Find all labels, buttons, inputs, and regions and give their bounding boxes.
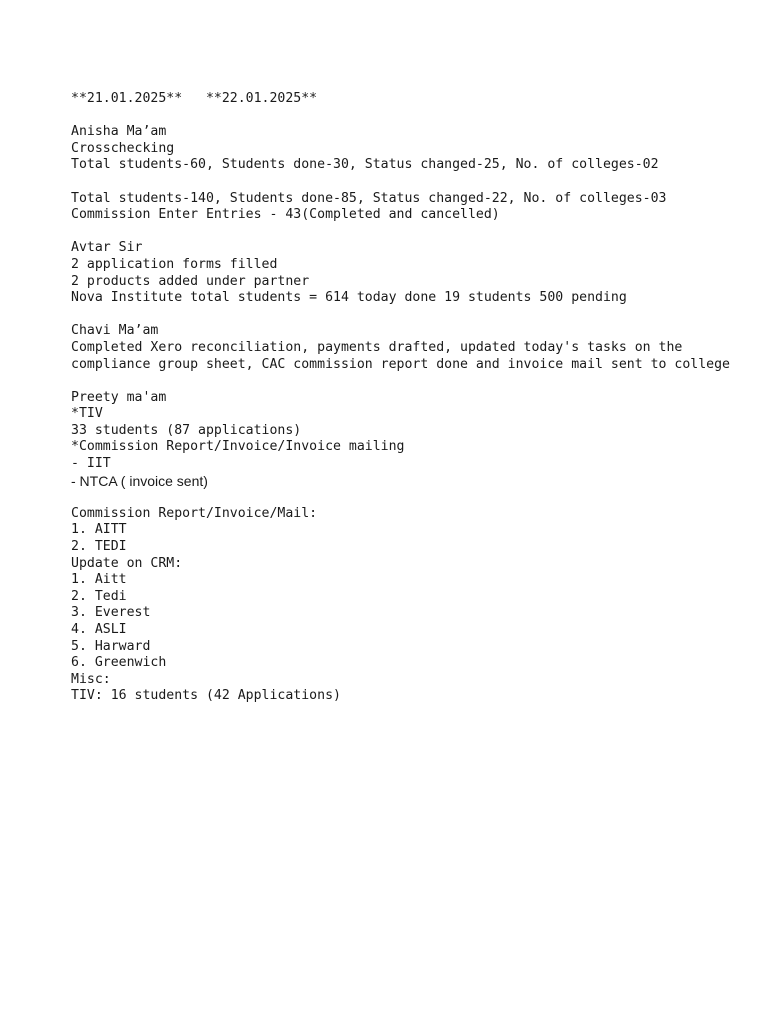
text-line: 2 application forms filled	[71, 256, 278, 272]
text-line: Completed Xero reconciliation, payments drafted, updated today's tasks on the	[71, 339, 683, 355]
text-line: 4. ASLI	[71, 622, 127, 637]
text-line: 33 students (87 applications)	[71, 422, 302, 438]
text-line: 5. Harward	[71, 638, 151, 654]
text-line: TIV: 16 students (42 Applications)	[71, 688, 341, 704]
text-line: Anisha Ma’am	[71, 124, 167, 140]
text-line: Commission Report/Invoice/Mail:	[71, 505, 318, 521]
text-line: Nova Institute total students = 614 today done 19 students 500 pending	[71, 290, 627, 306]
text-line: 2 products added under partner	[71, 273, 310, 289]
text-line: **21.01.2025** **22.01.2025**	[71, 91, 318, 106]
blank-line	[71, 224, 751, 241]
text-line: 6. Greenwich	[71, 655, 167, 671]
text-line: Crosschecking	[71, 140, 175, 156]
text-line: *TIV	[71, 406, 103, 422]
text-line: - IIT	[71, 456, 111, 472]
text-line: 2. TEDI	[71, 539, 127, 555]
blank-line	[71, 307, 751, 324]
text-line: 1. Aitt	[71, 572, 127, 588]
blank-line	[71, 489, 751, 506]
text-line: - NTCA ( invoice sent)	[71, 472, 208, 489]
text-line: Total students-60, Students done-30, Status changed-25, No. of colleges-02	[71, 157, 659, 173]
text-line: 1. AITT	[71, 522, 127, 538]
text-line: Update on CRM:	[71, 555, 183, 571]
text-line: Chavi Ma’am	[71, 323, 159, 339]
blank-line	[71, 373, 751, 390]
text-line: compliance group sheet, CAC commission report done and invoice mail sent to college	[71, 356, 730, 372]
text-line: Misc:	[71, 671, 111, 687]
text-line: Avtar Sir	[71, 240, 143, 256]
text-line: Preety ma'am	[71, 389, 167, 405]
text-line: *Commission Report/Invoice/Invoice mailing	[71, 439, 405, 455]
text-line: Commission Enter Entries - 43(Completed and cancelled)	[71, 207, 500, 223]
document-body	[71, 91, 751, 705]
text-line: 3. Everest	[71, 605, 151, 621]
blank-line	[71, 174, 751, 191]
text-line: 2. Tedi	[71, 588, 127, 604]
blank-line	[71, 108, 751, 125]
text-line: Total students-140, Students done-85, Status changed-22, No. of colleges-03	[71, 190, 667, 206]
